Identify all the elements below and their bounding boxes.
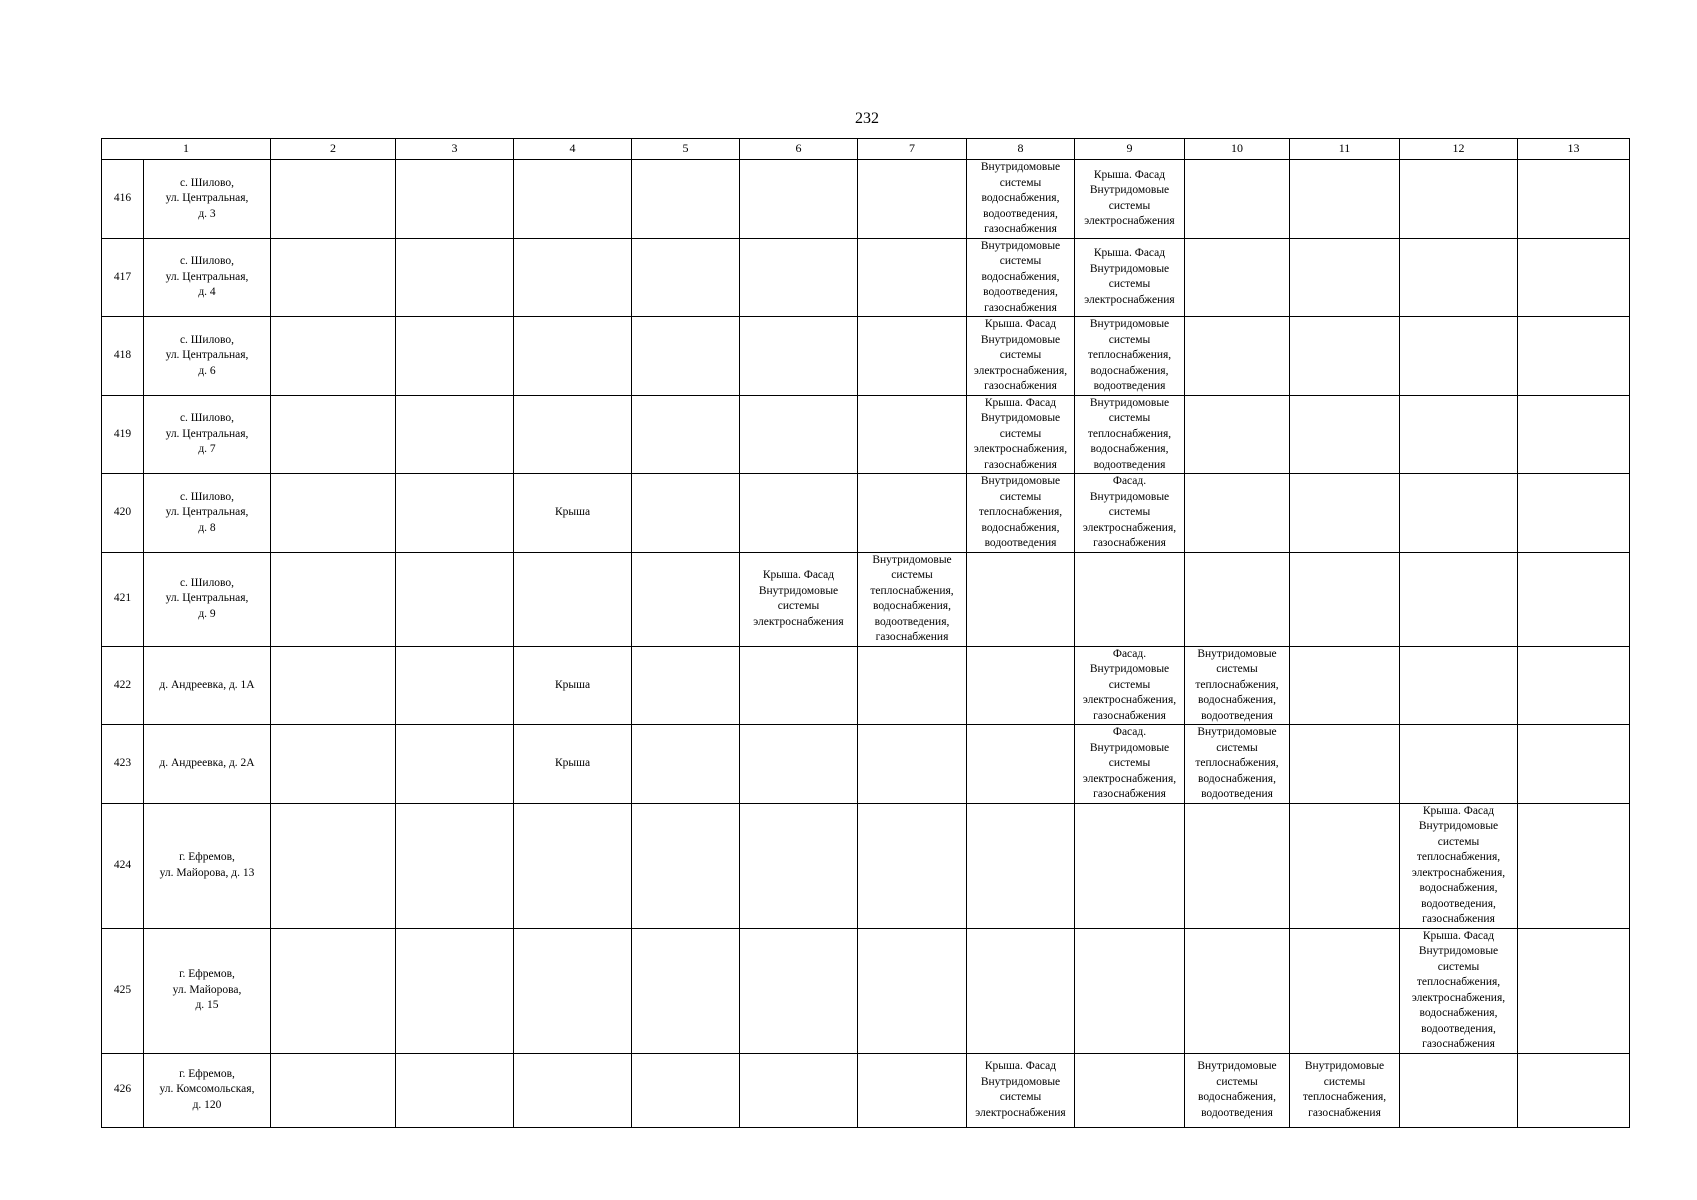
empty-cell [967,552,1075,646]
page-number: 232 [855,110,879,127]
empty-cell [396,238,514,317]
column-header: 11 [1290,139,1400,160]
empty-cell [514,238,632,317]
column-header: 13 [1518,139,1630,160]
empty-cell [271,646,396,725]
row-number: 423 [102,725,144,804]
row-number: 424 [102,803,144,928]
empty-cell [271,552,396,646]
empty-cell [858,1053,967,1127]
address-cell: с. Шилово, ул. Центральная, д. 9 [144,552,271,646]
empty-cell [740,725,858,804]
empty-cell [1400,317,1518,396]
empty-cell [1075,928,1185,1053]
empty-cell [1185,803,1290,928]
table-row [102,803,1630,928]
work-cell-col-8: Внутридомовые системы водоснабжения, водоотведения, газоснабжения [967,160,1075,239]
empty-cell [271,1053,396,1127]
work-cell-col-10: Внутридомовые системы теплоснабжения, водоснабжения, водоотведения [1185,725,1290,804]
column-header: 12 [1400,139,1518,160]
work-cell-col-10: Внутридомовые системы теплоснабжения, водоснабжения, водоотведения [1185,646,1290,725]
empty-cell [1400,238,1518,317]
empty-cell [967,725,1075,804]
row-number: 421 [102,552,144,646]
empty-cell [632,1053,740,1127]
empty-cell [396,395,514,474]
empty-cell [740,395,858,474]
empty-cell [967,803,1075,928]
empty-cell [1075,552,1185,646]
work-cell-col-6: Крыша. Фасад Внутридомовые системы электроснабжения [740,552,858,646]
column-header: 6 [740,139,858,160]
row-number: 426 [102,1053,144,1127]
row-number: 420 [102,474,144,553]
empty-cell [858,160,967,239]
table-row [102,474,1630,553]
row-number: 425 [102,928,144,1053]
empty-cell [514,1053,632,1127]
empty-cell [1518,317,1630,396]
empty-cell [632,238,740,317]
empty-cell [858,238,967,317]
address-cell: г. Ефремов, ул. Комсомольская, д. 120 [144,1053,271,1127]
column-header: 10 [1185,139,1290,160]
empty-cell [1400,395,1518,474]
column-header: 2 [271,139,396,160]
work-cell-col-8: Внутридомовые системы водоснабжения, водоотведения, газоснабжения [967,238,1075,317]
empty-cell [396,552,514,646]
empty-cell [1290,238,1400,317]
work-cell-col-9: Фасад. Внутридомовые системы электроснабжения, газоснабжения [1075,725,1185,804]
address-cell: с. Шилово, ул. Центральная, д. 8 [144,474,271,553]
empty-cell [740,238,858,317]
work-cell-col-9: Фасад. Внутридомовые системы электроснабжения, газоснабжения [1075,474,1185,553]
empty-cell [514,395,632,474]
table-row [102,928,1630,1053]
table-row [102,1053,1630,1127]
empty-cell [1185,928,1290,1053]
empty-cell [858,317,967,396]
table-row [102,395,1630,474]
empty-cell [1290,395,1400,474]
empty-cell [514,317,632,396]
column-header: 5 [632,139,740,160]
work-cell-col-9: Крыша. Фасад Внутридомовые системы электроснабжения [1075,238,1185,317]
work-cell-col-9: Фасад. Внутридомовые системы электроснабжения, газоснабжения [1075,646,1185,725]
empty-cell [1075,803,1185,928]
column-header: 7 [858,139,967,160]
header-row [102,139,1630,160]
empty-cell [1185,474,1290,553]
empty-cell [632,725,740,804]
address-cell: с. Шилово, ул. Центральная, д. 6 [144,317,271,396]
empty-cell [1518,160,1630,239]
empty-cell [271,725,396,804]
table-row [102,646,1630,725]
empty-cell [1185,552,1290,646]
work-cell-col-4: Крыша [514,725,632,804]
empty-cell [396,474,514,553]
empty-cell [858,725,967,804]
work-cell-col-10: Внутридомовые системы водоснабжения, водоотведения [1185,1053,1290,1127]
empty-cell [740,1053,858,1127]
work-cell-col-8: Крыша. Фасад Внутридомовые системы электроснабжения [967,1053,1075,1127]
work-cell-col-12: Крыша. Фасад Внутридомовые системы теплоснабжения, электроснабжения, водоснабжения, водоотведения, газоснабжения [1400,928,1518,1053]
empty-cell [514,803,632,928]
empty-cell [740,474,858,553]
empty-cell [514,160,632,239]
empty-cell [396,803,514,928]
empty-cell [1290,803,1400,928]
empty-cell [1290,725,1400,804]
table-row [102,160,1630,239]
empty-cell [1518,1053,1630,1127]
empty-cell [1400,646,1518,725]
empty-cell [858,928,967,1053]
empty-cell [271,395,396,474]
empty-cell [1518,395,1630,474]
empty-cell [1075,1053,1185,1127]
empty-cell [632,395,740,474]
address-cell: г. Ефремов, ул. Майорова, д. 15 [144,928,271,1053]
empty-cell [271,803,396,928]
empty-cell [1400,474,1518,553]
column-header: 3 [396,139,514,160]
address-cell: г. Ефремов, ул. Майорова, д. 13 [144,803,271,928]
row-number: 419 [102,395,144,474]
empty-cell [1185,160,1290,239]
address-cell: д. Андреевка, д. 2А [144,725,271,804]
column-header: 9 [1075,139,1185,160]
empty-cell [1290,646,1400,725]
empty-cell [740,928,858,1053]
address-cell: с. Шилово, ул. Центральная, д. 7 [144,395,271,474]
empty-cell [1290,552,1400,646]
column-header: 8 [967,139,1075,160]
address-cell: с. Шилово, ул. Центральная, д. 4 [144,238,271,317]
empty-cell [396,160,514,239]
empty-cell [858,474,967,553]
table-row [102,317,1630,396]
empty-cell [632,928,740,1053]
column-header: 4 [514,139,632,160]
address-cell: д. Андреевка, д. 1А [144,646,271,725]
empty-cell [514,552,632,646]
empty-cell [271,928,396,1053]
repair-schedule-table [101,138,1630,1128]
work-cell-col-9: Внутридомовые системы теплоснабжения, водоснабжения, водоотведения [1075,395,1185,474]
empty-cell [396,725,514,804]
empty-cell [740,160,858,239]
empty-cell [1400,1053,1518,1127]
work-cell-col-4: Крыша [514,474,632,553]
empty-cell [1185,395,1290,474]
work-cell-col-4: Крыша [514,646,632,725]
empty-cell [632,646,740,725]
row-number: 418 [102,317,144,396]
empty-cell [1400,160,1518,239]
empty-cell [1518,928,1630,1053]
address-cell: с. Шилово, ул. Центральная, д. 3 [144,160,271,239]
empty-cell [1290,317,1400,396]
empty-cell [396,646,514,725]
empty-cell [396,317,514,396]
empty-cell [271,238,396,317]
row-number: 417 [102,238,144,317]
work-cell-col-12: Крыша. Фасад Внутридомовые системы теплоснабжения, электроснабжения, водоснабжения, водоотведения, газоснабжения [1400,803,1518,928]
empty-cell [1290,160,1400,239]
empty-cell [632,552,740,646]
empty-cell [632,474,740,553]
empty-cell [858,395,967,474]
empty-cell [271,160,396,239]
work-cell-col-9: Внутридомовые системы теплоснабжения, водоснабжения, водоотведения [1075,317,1185,396]
empty-cell [632,160,740,239]
work-cell-col-8: Крыша. Фасад Внутридомовые системы электроснабжения, газоснабжения [967,317,1075,396]
work-cell-col-8: Крыша. Фасад Внутридомовые системы электроснабжения, газоснабжения [967,395,1075,474]
empty-cell [1518,552,1630,646]
work-cell-col-7: Внутридомовые системы теплоснабжения, водоснабжения, водоотведения, газоснабжения [858,552,967,646]
empty-cell [1185,317,1290,396]
empty-cell [1518,474,1630,553]
work-cell-col-8: Внутридомовые системы теплоснабжения, водоснабжения, водоотведения [967,474,1075,553]
empty-cell [858,803,967,928]
empty-cell [740,803,858,928]
empty-cell [1290,928,1400,1053]
work-cell-col-11: Внутридомовые системы теплоснабжения, газоснабжения [1290,1053,1400,1127]
empty-cell [967,646,1075,725]
work-cell-col-9: Крыша. Фасад Внутридомовые системы электроснабжения [1075,160,1185,239]
empty-cell [858,646,967,725]
empty-cell [1518,725,1630,804]
table-row [102,238,1630,317]
column-header: 1 [102,139,271,160]
empty-cell [967,928,1075,1053]
empty-cell [1518,646,1630,725]
table-row [102,725,1630,804]
empty-cell [740,317,858,396]
empty-cell [740,646,858,725]
empty-cell [632,317,740,396]
empty-cell [396,1053,514,1127]
empty-cell [271,474,396,553]
empty-cell [1400,725,1518,804]
row-number: 422 [102,646,144,725]
empty-cell [271,317,396,396]
empty-cell [396,928,514,1053]
empty-cell [1518,803,1630,928]
empty-cell [632,803,740,928]
row-number: 416 [102,160,144,239]
empty-cell [1400,552,1518,646]
empty-cell [514,928,632,1053]
empty-cell [1518,238,1630,317]
empty-cell [1185,238,1290,317]
table-row [102,552,1630,646]
empty-cell [1290,474,1400,553]
